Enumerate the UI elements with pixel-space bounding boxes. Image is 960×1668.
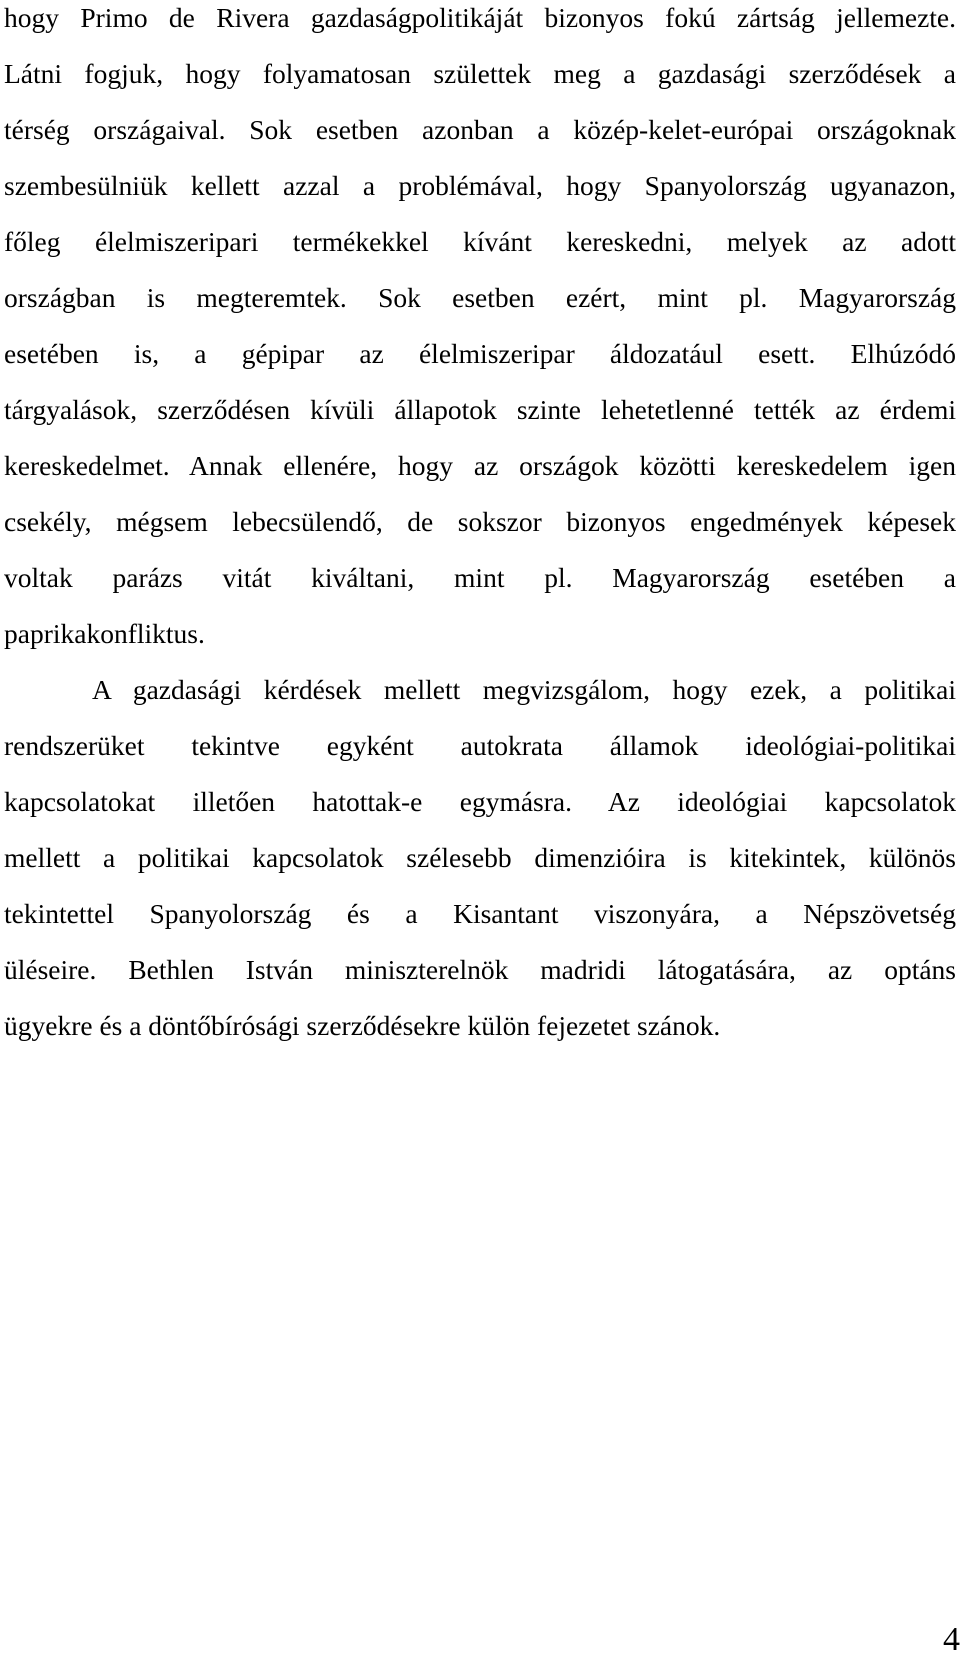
- text-line: kereskedelmet. Annak ellenére, hogy az országok közötti kereskedelem igen: [4, 450, 956, 481]
- text-line: főleg élelmiszeripari termékekkel kívánt kereskedni, melyek az adott: [4, 226, 956, 257]
- text-line: rendszerüket tekintve egyként autokrata államok ideológiai-politikai: [4, 730, 956, 761]
- text-line: voltak parázs vitát kiváltani, mint pl. Magyarország esetében a: [4, 562, 956, 593]
- text-line: paprikakonfliktus.: [4, 618, 205, 649]
- text-line: kapcsolatokat illetően hatottak-e egymásra. Az ideológiai kapcsolatok: [4, 786, 956, 817]
- text-line: Látni fogjuk, hogy folyamatosan születtek meg a gazdasági szerződések a: [4, 58, 956, 89]
- text-line: esetében is, a gépipar az élelmiszeripar áldozatául esett. Elhúzódó: [4, 338, 956, 369]
- text-line: tárgyalások, szerződésen kívüli állapotok szinte lehetetlenné tették az érdemi: [4, 394, 956, 425]
- text-line: ügyekre és a döntőbírósági szerződésekre külön fejezetet szánok.: [4, 1010, 721, 1041]
- text-line: térség országaival. Sok esetben azonban a közép-kelet-európai országoknak: [4, 114, 956, 145]
- text-line: mellett a politikai kapcsolatok szélesebb dimenzióira is kitekintek, különös: [4, 842, 956, 873]
- text-line: tekintettel Spanyolország és a Kisantant viszonyára, a Népszövetség: [4, 898, 956, 929]
- text-line: A gazdasági kérdések mellett megvizsgálom, hogy ezek, a politikai: [92, 674, 956, 705]
- text-line: csekély, mégsem lebecsülendő, de sokszor bizonyos engedmények képesek: [4, 506, 956, 537]
- text-line: szembesülniük kellett azzal a problémával, hogy Spanyolország ugyanazon,: [4, 170, 956, 201]
- text-line: üléseire. Bethlen István miniszterelnök madridi látogatására, az optáns: [4, 954, 956, 985]
- text-line: országban is megteremtek. Sok esetben ezért, mint pl. Magyarország: [4, 282, 956, 313]
- text-line: hogy Primo de Rivera gazdaságpolitikáját bizonyos fokú zártság jellemezte.: [4, 2, 956, 33]
- page-number: 4: [943, 1621, 960, 1658]
